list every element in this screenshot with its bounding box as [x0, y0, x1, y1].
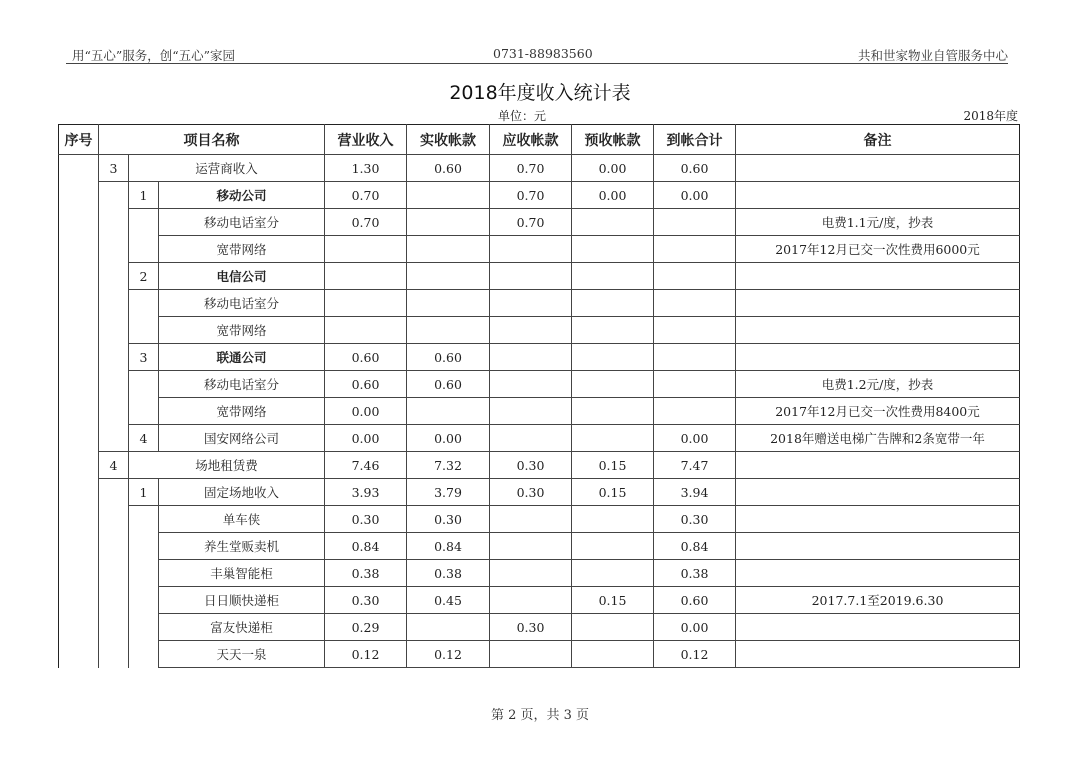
table-header-row	[59, 125, 1020, 155]
table-row	[59, 155, 1020, 182]
item-name: 单车侠	[159, 506, 325, 533]
cell-remark	[736, 533, 1020, 560]
item-name: 移动电话室分	[159, 371, 325, 398]
cell-receivable	[490, 641, 572, 668]
cell-prepaid	[572, 344, 654, 371]
cell-receivable	[490, 425, 572, 452]
cell-prepaid	[572, 236, 654, 263]
header-divider	[66, 63, 1008, 64]
cell-remark: 电费1.1元/度，抄表	[736, 209, 1020, 236]
item-name: 日日顺快递柜	[159, 587, 325, 614]
cell-total	[654, 371, 736, 398]
col-header-revenue: 营业收入	[325, 125, 407, 155]
row-number: 2	[129, 263, 159, 290]
cell-prepaid	[572, 560, 654, 587]
cell-total: 7.47	[654, 452, 736, 479]
cell-prepaid	[572, 290, 654, 317]
cell-receivable	[490, 587, 572, 614]
cell-total: 3.94	[654, 479, 736, 506]
cell-revenue: 0.84	[325, 533, 407, 560]
col-header-name: 项目名称	[99, 125, 325, 155]
cell-remark	[736, 344, 1020, 371]
cell-prepaid	[572, 263, 654, 290]
cell-receivable	[490, 371, 572, 398]
item-name: 联通公司	[159, 344, 325, 371]
item-name: 移动公司	[159, 182, 325, 209]
col-header-received: 实收帐款	[407, 125, 490, 155]
cell-total: 0.84	[654, 533, 736, 560]
item-name: 宽带网络	[159, 317, 325, 344]
table-row	[59, 587, 1020, 614]
cell-receivable	[490, 398, 572, 425]
col-header-prepaid: 预收帐款	[572, 125, 654, 155]
header-organization: 共和世家物业自管服务中心	[857, 48, 1008, 63]
unit-label: 单位：元	[498, 109, 547, 123]
item-name: 天天一泉	[159, 641, 325, 668]
table-row	[59, 533, 1020, 560]
cell-remark: 2017年12月已交一次性费用8400元	[736, 398, 1020, 425]
table-row	[59, 452, 1020, 479]
cell-revenue: 0.12	[325, 641, 407, 668]
item-name: 养生堂贩卖机	[159, 533, 325, 560]
cell-received	[407, 398, 490, 425]
cell-prepaid: 0.00	[572, 155, 654, 182]
cell-remark: 电费1.2元/度，抄表	[736, 371, 1020, 398]
cell-total	[654, 209, 736, 236]
cell-total: 0.00	[654, 614, 736, 641]
cell-revenue: 0.30	[325, 587, 407, 614]
cell-revenue: 7.46	[325, 452, 407, 479]
cell-remark	[736, 263, 1020, 290]
cell-revenue: 0.60	[325, 371, 407, 398]
cell-revenue: 0.30	[325, 506, 407, 533]
row-number: 3	[99, 155, 129, 182]
page-title: 2018年度收入统计表	[449, 82, 631, 104]
cell-received: 0.30	[407, 506, 490, 533]
cell-received	[407, 236, 490, 263]
col-header-receivable: 应收帐款	[490, 125, 572, 155]
table-row	[59, 425, 1020, 452]
cell-remark: 2017年12月已交一次性费用6000元	[736, 236, 1020, 263]
cell-revenue	[325, 317, 407, 344]
cell-prepaid: 0.15	[572, 587, 654, 614]
cell-remark	[736, 641, 1020, 668]
cell-prepaid	[572, 398, 654, 425]
cell-received: 0.38	[407, 560, 490, 587]
row-number: 1	[129, 182, 159, 209]
table-row	[59, 209, 1020, 236]
cell-remark: 2018年赠送电梯广告牌和2条宽带一年	[736, 425, 1020, 452]
cell-remark: 2017.7.1至2019.6.30	[736, 587, 1020, 614]
cell-total: 0.38	[654, 560, 736, 587]
col-header-remark: 备注	[736, 125, 1020, 155]
cell-receivable	[490, 533, 572, 560]
cell-received: 0.60	[407, 155, 490, 182]
cell-received: 0.84	[407, 533, 490, 560]
table-row	[59, 371, 1020, 398]
cell-prepaid	[572, 317, 654, 344]
table-row	[59, 560, 1020, 587]
cell-received	[407, 182, 490, 209]
cell-prepaid	[572, 371, 654, 398]
cell-total: 0.00	[654, 182, 736, 209]
cell-total: 0.12	[654, 641, 736, 668]
table-row	[59, 236, 1020, 263]
header-phone: 0731-88983560	[493, 46, 593, 61]
cell-prepaid: 0.15	[572, 452, 654, 479]
cell-remark	[736, 452, 1020, 479]
page-number: 第 2 页，共 3 页	[490, 708, 590, 723]
cell-revenue: 0.00	[325, 425, 407, 452]
cell-prepaid	[572, 614, 654, 641]
table-row	[59, 506, 1020, 533]
table-row	[59, 614, 1020, 641]
cell-prepaid	[572, 209, 654, 236]
cell-revenue: 0.00	[325, 398, 407, 425]
cell-receivable	[490, 506, 572, 533]
cell-remark	[736, 479, 1020, 506]
cell-prepaid	[572, 506, 654, 533]
cell-receivable	[490, 290, 572, 317]
cell-receivable: 0.30	[490, 452, 572, 479]
item-name: 宽带网络	[159, 236, 325, 263]
item-name: 移动电话室分	[159, 290, 325, 317]
item-name: 富友快递柜	[159, 614, 325, 641]
cell-revenue: 1.30	[325, 155, 407, 182]
cell-received	[407, 614, 490, 641]
level2-blank-cell	[129, 371, 159, 425]
table-row	[59, 398, 1020, 425]
cell-revenue	[325, 290, 407, 317]
table-row	[59, 263, 1020, 290]
cell-revenue: 0.60	[325, 344, 407, 371]
row-number: 1	[129, 479, 159, 506]
cell-received: 0.60	[407, 344, 490, 371]
cell-total	[654, 317, 736, 344]
cell-revenue: 3.93	[325, 479, 407, 506]
cell-receivable	[490, 263, 572, 290]
item-name: 宽带网络	[159, 398, 325, 425]
cell-received	[407, 263, 490, 290]
cell-revenue	[325, 236, 407, 263]
cell-received	[407, 317, 490, 344]
cell-received	[407, 290, 490, 317]
row-number: 4	[99, 452, 129, 479]
level2-blank-cell	[129, 290, 159, 344]
cell-received: 7.32	[407, 452, 490, 479]
cell-received: 3.79	[407, 479, 490, 506]
item-name: 场地租赁费	[129, 452, 325, 479]
cell-prepaid: 0.15	[572, 479, 654, 506]
cell-total	[654, 344, 736, 371]
cell-revenue	[325, 263, 407, 290]
income-table	[58, 124, 1020, 668]
col-header-total: 到帐合计	[654, 125, 736, 155]
cell-receivable: 0.30	[490, 479, 572, 506]
cell-received: 0.12	[407, 641, 490, 668]
item-name: 电信公司	[159, 263, 325, 290]
level2-blank-cell	[129, 506, 159, 668]
cell-total: 0.60	[654, 587, 736, 614]
cell-total	[654, 398, 736, 425]
cell-received: 0.60	[407, 371, 490, 398]
table-row	[59, 641, 1020, 668]
cell-remark	[736, 506, 1020, 533]
cell-receivable	[490, 317, 572, 344]
cell-receivable	[490, 344, 572, 371]
level1-blank-cell	[99, 479, 129, 668]
cell-revenue: 0.38	[325, 560, 407, 587]
cell-receivable	[490, 236, 572, 263]
year-label: 2018年度	[963, 109, 1018, 123]
cell-total	[654, 290, 736, 317]
cell-remark	[736, 614, 1020, 641]
seq-blank-cell	[59, 155, 99, 668]
cell-revenue: 0.70	[325, 209, 407, 236]
item-name: 运营商收入	[129, 155, 325, 182]
cell-remark	[736, 290, 1020, 317]
cell-total: 0.30	[654, 506, 736, 533]
cell-received: 0.45	[407, 587, 490, 614]
cell-total	[654, 263, 736, 290]
table-row	[59, 182, 1020, 209]
table-row	[59, 317, 1020, 344]
cell-total	[654, 236, 736, 263]
cell-receivable: 0.30	[490, 614, 572, 641]
cell-remark	[736, 182, 1020, 209]
table-row	[59, 290, 1020, 317]
cell-remark	[736, 560, 1020, 587]
header-slogan: 用“五心”服务，创“五心”家园	[72, 48, 236, 63]
level2-blank-cell	[129, 209, 159, 263]
cell-prepaid	[572, 533, 654, 560]
cell-total: 0.00	[654, 425, 736, 452]
item-name: 固定场地收入	[159, 479, 325, 506]
cell-prepaid	[572, 425, 654, 452]
cell-revenue: 0.29	[325, 614, 407, 641]
cell-receivable	[490, 560, 572, 587]
cell-prepaid: 0.00	[572, 182, 654, 209]
cell-total: 0.60	[654, 155, 736, 182]
table-row	[59, 344, 1020, 371]
cell-revenue: 0.70	[325, 182, 407, 209]
row-number: 3	[129, 344, 159, 371]
cell-received	[407, 209, 490, 236]
table-row	[59, 479, 1020, 506]
row-number: 4	[129, 425, 159, 452]
item-name: 丰巢智能柜	[159, 560, 325, 587]
cell-receivable: 0.70	[490, 209, 572, 236]
cell-remark	[736, 317, 1020, 344]
cell-received: 0.00	[407, 425, 490, 452]
cell-prepaid	[572, 641, 654, 668]
col-header-seq: 序号	[59, 125, 99, 155]
item-name: 国安网络公司	[159, 425, 325, 452]
level1-blank-cell	[99, 182, 129, 452]
cell-receivable: 0.70	[490, 155, 572, 182]
cell-receivable: 0.70	[490, 182, 572, 209]
item-name: 移动电话室分	[159, 209, 325, 236]
cell-remark	[736, 155, 1020, 182]
